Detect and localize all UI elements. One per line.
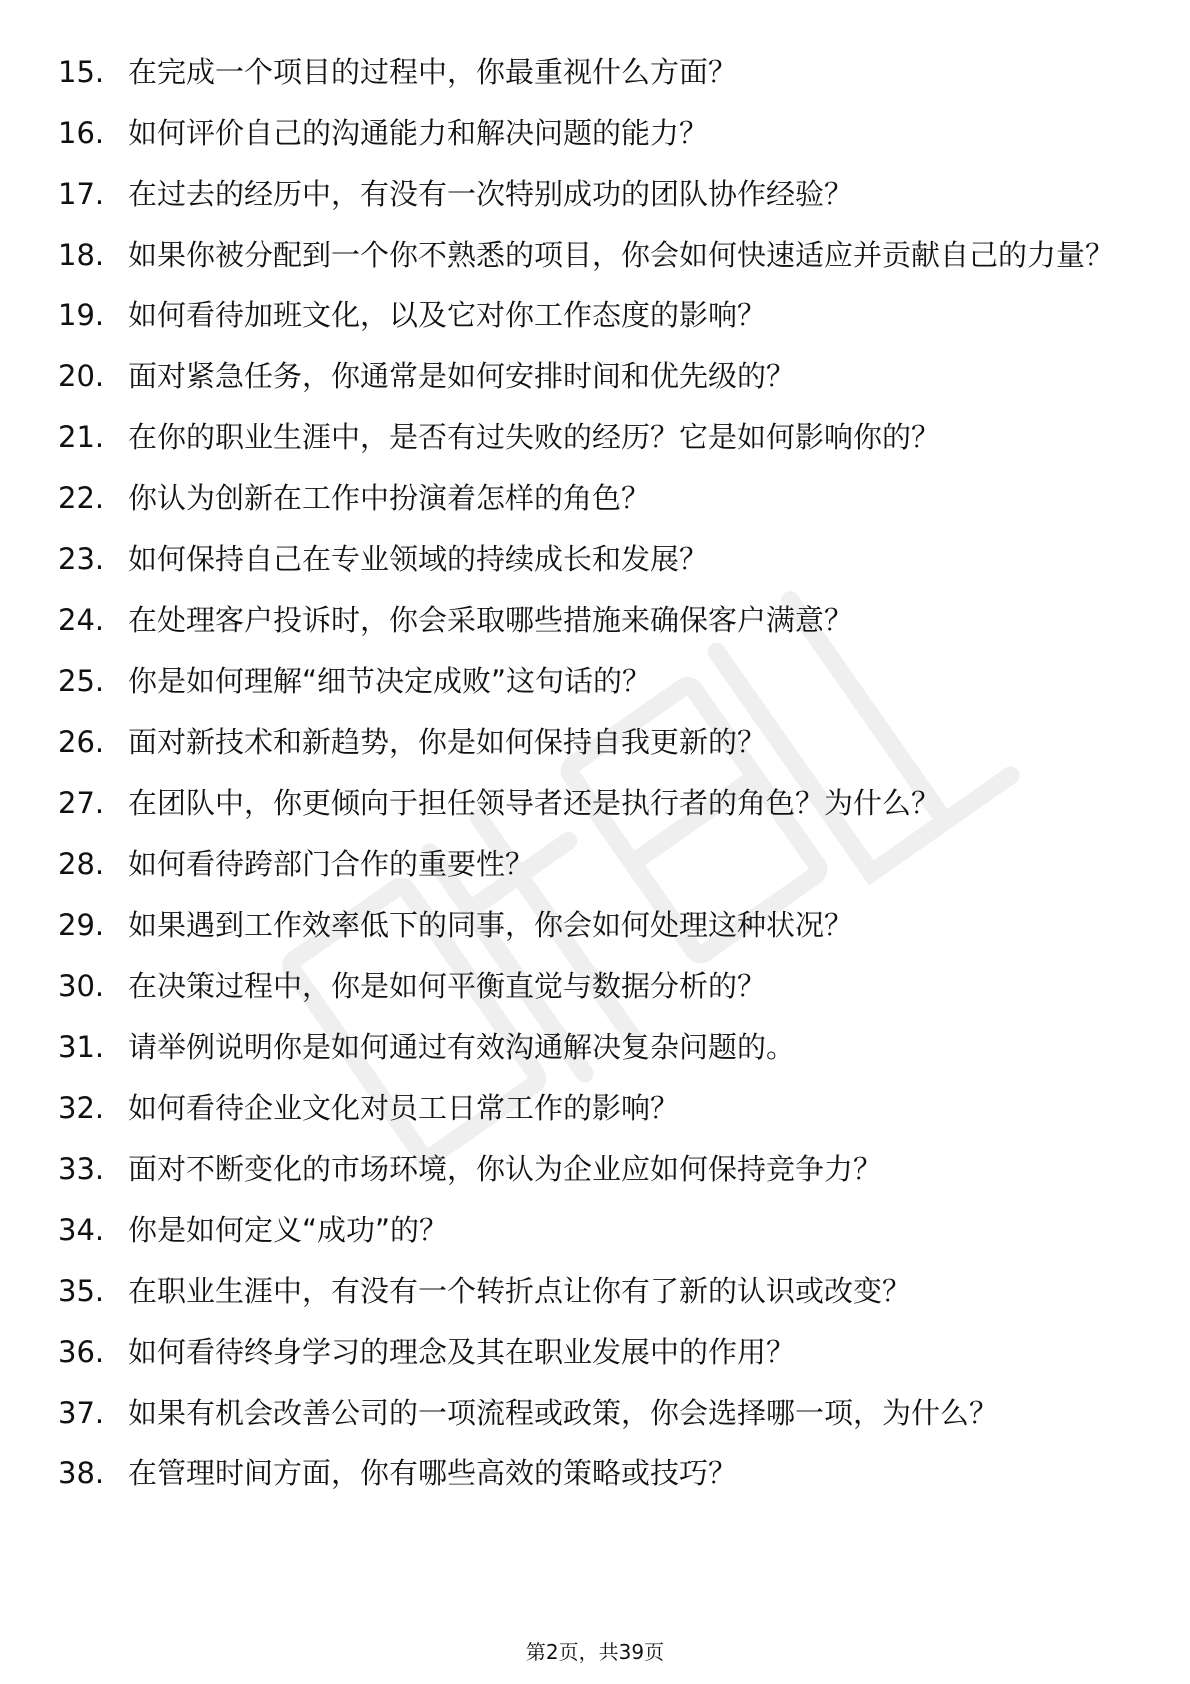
list-item [58, 417, 1138, 457]
list-item [58, 52, 1138, 92]
question-text: 你是如何理解“细节决定成败”这句话的？ [128, 664, 652, 698]
question-text: 面对新技术和新趋势，你是如何保持自我更新的？ [128, 725, 767, 759]
list-item [58, 1393, 1138, 1433]
question-text: 如何看待企业文化对员工日常工作的影响？ [128, 1091, 680, 1125]
question-number: 22. [58, 481, 105, 515]
question-number: 33. [58, 1152, 105, 1186]
question-number: 19. [58, 298, 105, 332]
list-item [58, 1453, 1138, 1493]
question-number: 20. [58, 359, 105, 393]
question-number: 29. [58, 908, 105, 942]
question-number: 21. [58, 420, 105, 454]
question-text: 如果有机会改善公司的一项流程或政策，你会选择哪一项，为什么？ [128, 1396, 999, 1430]
question-number: 35. [58, 1274, 105, 1308]
question-text: 在团队中，你更倾向于担任领导者还是执行者的角色？为什么？ [128, 786, 941, 820]
question-number: 34. [58, 1213, 105, 1247]
question-text: 在你的职业生涯中，是否有过失败的经历？它是如何影响你的？ [128, 420, 941, 454]
list-item [58, 1332, 1138, 1372]
list-item [58, 600, 1138, 640]
question-number: 38. [58, 1456, 105, 1490]
question-text: 请举例说明你是如何通过有效沟通解决复杂问题的。 [128, 1030, 796, 1064]
list-item [58, 539, 1138, 579]
list-item [58, 783, 1138, 823]
question-number: 36. [58, 1335, 105, 1369]
question-text: 在处理客户投诉时，你会采取哪些措施来确保客户满意？ [128, 603, 854, 637]
question-text: 如果遇到工作效率低下的同事，你会如何处理这种状况？ [128, 908, 854, 942]
question-text: 如何保持自己在专业领域的持续成长和发展？ [128, 542, 709, 576]
list-item [58, 1271, 1138, 1311]
question-text: 如何评价自己的沟通能力和解决问题的能力？ [128, 116, 709, 150]
question-text: 你认为创新在工作中扮演着怎样的角色？ [128, 481, 651, 515]
question-list [58, 52, 1138, 1514]
list-item [58, 478, 1138, 518]
list-item [58, 661, 1138, 701]
question-text: 如何看待终身学习的理念及其在职业发展中的作用？ [128, 1335, 796, 1369]
list-item [58, 1088, 1138, 1128]
question-number: 28. [58, 847, 105, 881]
question-text: 如何看待加班文化，以及它对你工作态度的影响？ [128, 298, 767, 332]
question-number: 15. [58, 55, 105, 89]
page-footer [0, 1638, 1190, 1666]
question-number: 27. [58, 786, 105, 820]
question-text: 在职业生涯中，有没有一个转折点让你有了新的认识或改变？ [128, 1274, 912, 1308]
question-text: 面对紧急任务，你通常是如何安排时间和优先级的？ [128, 359, 796, 393]
question-number: 17. [58, 177, 105, 211]
question-number: 37. [58, 1396, 105, 1430]
question-text: 在管理时间方面，你有哪些高效的策略或技巧？ [128, 1456, 738, 1490]
question-number: 32. [58, 1091, 105, 1125]
question-number: 26. [58, 725, 105, 759]
list-item [58, 295, 1138, 335]
question-number: 30. [58, 969, 105, 1003]
list-item [58, 113, 1138, 153]
question-number: 18. [58, 238, 105, 272]
list-item [58, 235, 1138, 275]
list-item [58, 905, 1138, 945]
question-number: 25. [58, 664, 105, 698]
list-item [58, 1210, 1138, 1250]
question-text: 在完成一个项目的过程中，你最重视什么方面？ [128, 55, 738, 89]
list-item [58, 1149, 1138, 1189]
question-text: 如何看待跨部门合作的重要性？ [128, 847, 535, 881]
page-indicator: 第2页，共39页 [525, 1640, 665, 1664]
list-item [58, 966, 1138, 1006]
question-text: 在决策过程中，你是如何平衡直觉与数据分析的？ [128, 969, 767, 1003]
list-item [58, 174, 1138, 214]
question-text: 面对不断变化的市场环境，你认为企业应如何保持竞争力？ [128, 1152, 883, 1186]
list-item [58, 1027, 1138, 1067]
list-item [58, 356, 1138, 396]
question-number: 24. [58, 603, 105, 637]
question-text: 如果你被分配到一个你不熟悉的项目，你会如何快速适应并贡献自己的力量？ [128, 238, 1115, 272]
question-number: 23. [58, 542, 105, 576]
question-number: 16. [58, 116, 105, 150]
list-item [58, 844, 1138, 884]
question-text: 在过去的经历中，有没有一次特别成功的团队协作经验？ [128, 177, 854, 211]
list-item [58, 722, 1138, 762]
question-text: 你是如何定义“成功”的？ [128, 1213, 449, 1247]
question-number: 31. [58, 1030, 105, 1064]
